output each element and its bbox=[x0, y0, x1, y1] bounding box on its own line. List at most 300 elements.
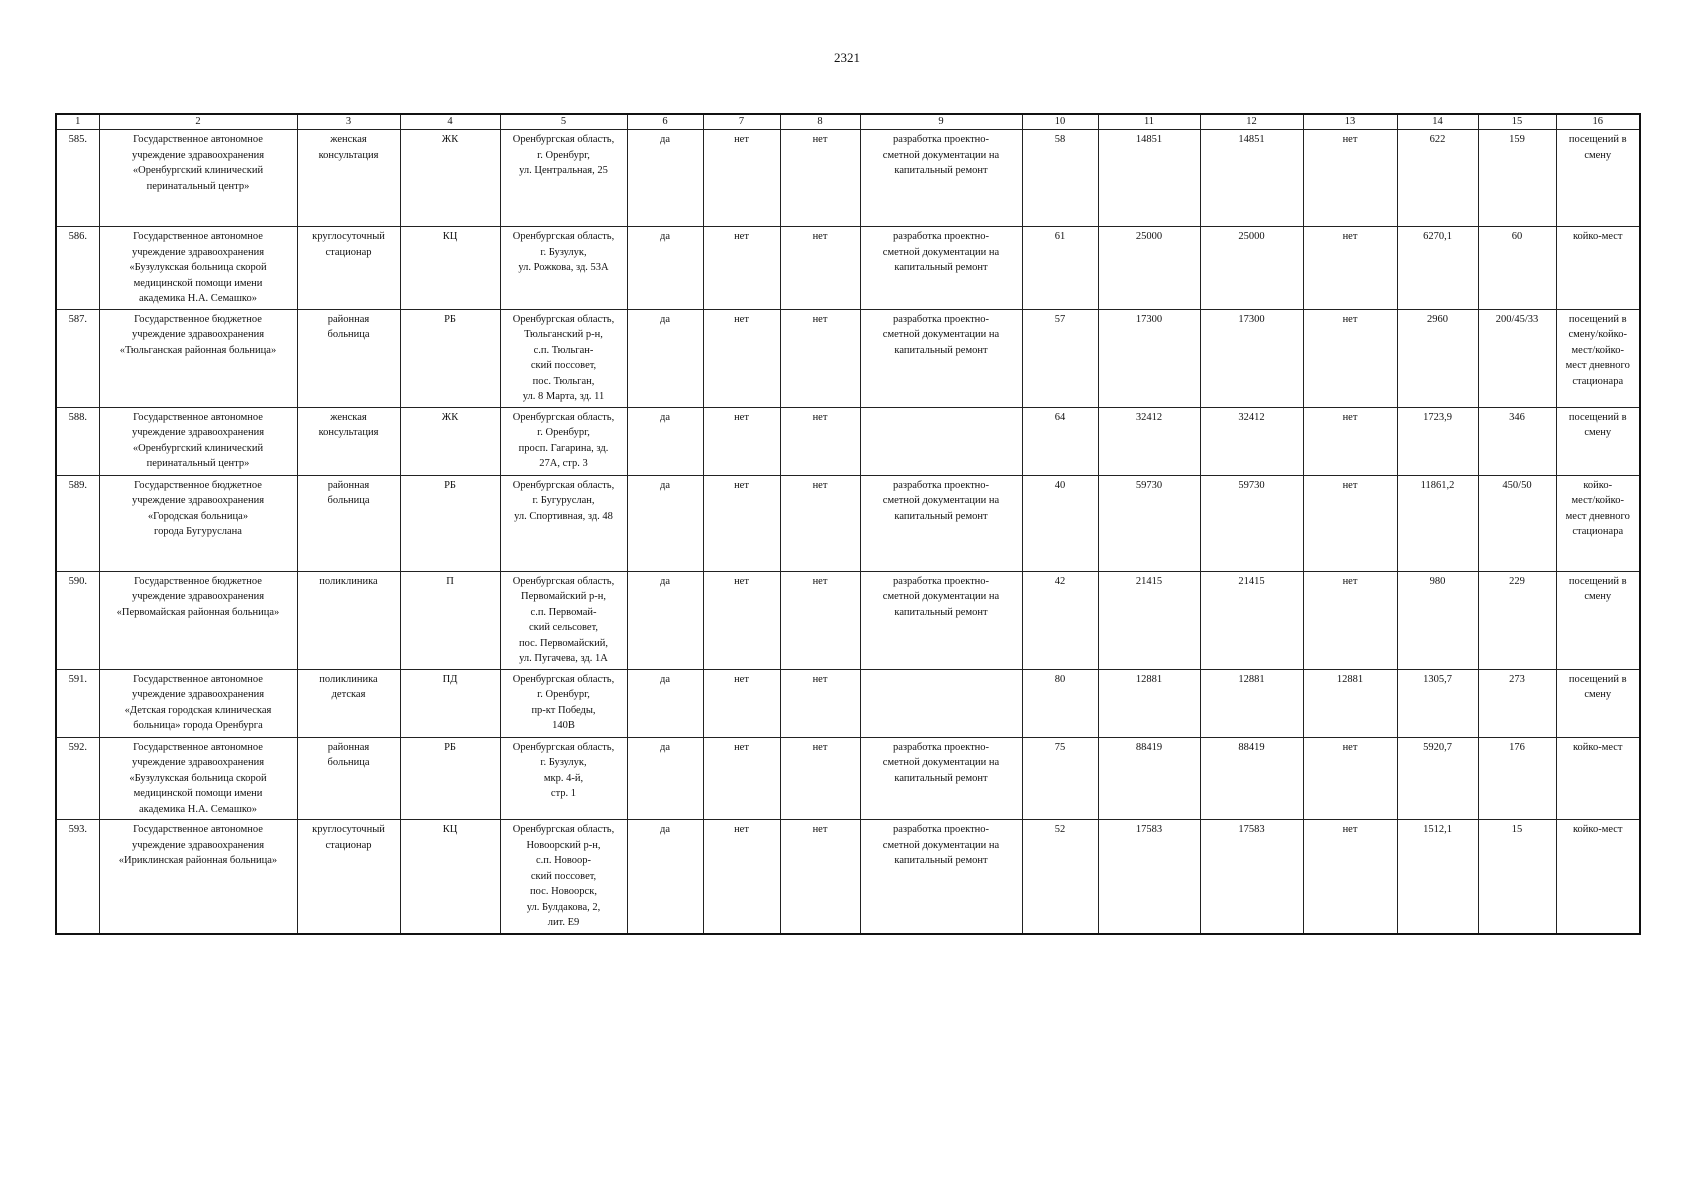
facility-address-line: Оренбургская область, bbox=[512, 411, 615, 423]
row-number: 585. bbox=[56, 130, 99, 227]
table-body bbox=[56, 114, 1640, 934]
row-number: 586. bbox=[56, 227, 99, 310]
col-12-value: 12881 bbox=[1200, 669, 1303, 737]
col-8-value: нет bbox=[780, 669, 860, 737]
institution-name bbox=[99, 669, 297, 737]
facility-type-line: круглосуточный bbox=[312, 231, 385, 242]
col-10-value: 61 bbox=[1022, 227, 1098, 310]
col-8-value: нет bbox=[780, 407, 860, 475]
col-13-value: нет bbox=[1303, 737, 1397, 820]
work-description-line: разработка проектно- bbox=[892, 231, 990, 242]
col-11-value: 12881 bbox=[1098, 669, 1200, 737]
facility-address-line: пос. Первомайский, bbox=[519, 637, 608, 649]
institution-name-line: «Бузулукская больница скорой bbox=[129, 262, 267, 273]
work-description bbox=[860, 130, 1022, 227]
column-number: 5 bbox=[500, 114, 627, 130]
capacity-unit-line: посещений в bbox=[1568, 673, 1627, 685]
col-11-value: 17300 bbox=[1098, 309, 1200, 407]
facility-type-line: больница bbox=[327, 495, 370, 506]
col-15-value: 60 bbox=[1478, 227, 1556, 310]
col-14-value: 1723,9 bbox=[1397, 407, 1478, 475]
facility-code: ЖК bbox=[400, 407, 500, 475]
col-13-value: нет bbox=[1303, 407, 1397, 475]
institution-name-line: «Городская больница» bbox=[147, 510, 249, 522]
institution-name-line: Государственное бюджетное bbox=[134, 575, 262, 587]
capacity-unit bbox=[1556, 309, 1640, 407]
facility-type bbox=[297, 475, 400, 571]
facility-type bbox=[297, 407, 400, 475]
col-13-value: нет bbox=[1303, 820, 1397, 934]
row-number: 589. bbox=[56, 475, 99, 571]
col-6-value: да bbox=[627, 227, 703, 310]
facility-address bbox=[500, 737, 627, 820]
facility-address-line: 27А, стр. 3 bbox=[539, 458, 588, 469]
institution-name-line: Государственное автономное bbox=[133, 673, 263, 685]
table-row bbox=[56, 669, 1640, 737]
column-number: 15 bbox=[1478, 114, 1556, 130]
institution-name-line: больница» города Оренбурга bbox=[133, 720, 263, 731]
institution-name-line: учреждение здравоохранения bbox=[131, 149, 265, 161]
work-description-line: разработка проектно- bbox=[892, 741, 990, 753]
capacity-unit-line: смену bbox=[1584, 427, 1612, 438]
facility-address-line: ул. 8 Марта, зд. 11 bbox=[522, 391, 605, 402]
facility-address-line: с.п. Первомай- bbox=[530, 606, 597, 618]
institution-name-line: медицинской помощи имени bbox=[133, 277, 263, 289]
facility-address-line: Оренбургская область, bbox=[512, 741, 615, 753]
facility-type bbox=[297, 130, 400, 227]
col-14-value: 622 bbox=[1397, 130, 1478, 227]
institution-name bbox=[99, 571, 297, 669]
col-15-value: 176 bbox=[1478, 737, 1556, 820]
col-10-value: 40 bbox=[1022, 475, 1098, 571]
work-description-line: капитальный ремонт bbox=[894, 510, 988, 522]
facility-address-line: г. Оренбург, bbox=[537, 689, 590, 700]
capacity-unit-line: стационара bbox=[1572, 526, 1624, 537]
capacity-unit-line: смену bbox=[1584, 591, 1612, 602]
institution-name-line: «Ириклинская районная больница» bbox=[118, 855, 278, 866]
work-description-line: капитальный ремонт bbox=[894, 772, 988, 784]
facility-code: РБ bbox=[400, 475, 500, 571]
institution-name-line: «Детская городская клиническая bbox=[124, 704, 272, 716]
capacity-unit-line: мест/койко- bbox=[1571, 495, 1624, 506]
column-number: 14 bbox=[1397, 114, 1478, 130]
institution-name-line: академика Н.А. Семашко» bbox=[139, 803, 257, 815]
work-description-line: капитальный ремонт bbox=[894, 344, 988, 356]
capacity-unit-line: койко-мест bbox=[1572, 824, 1623, 835]
work-description-line: сметной документации на bbox=[882, 246, 1000, 258]
institution-name-line: Государственное автономное bbox=[133, 134, 263, 145]
work-description-line: разработка проектно- bbox=[892, 824, 990, 835]
institution-name-line: перинатальный центр» bbox=[146, 180, 250, 192]
col-11-value: 25000 bbox=[1098, 227, 1200, 310]
capacity-unit-line: койко-мест bbox=[1572, 741, 1623, 753]
facility-address-line: Тюльганский р-н, bbox=[524, 329, 603, 340]
work-description-line: капитальный ремонт bbox=[894, 262, 988, 273]
work-description-line: сметной документации на bbox=[882, 149, 1000, 161]
facility-type-line: районная bbox=[327, 313, 370, 325]
table-row bbox=[56, 130, 1640, 227]
facility-address bbox=[500, 309, 627, 407]
institution-name-line: учреждение здравоохранения bbox=[131, 246, 265, 258]
institution-name-line: учреждение здравоохранения bbox=[131, 839, 265, 851]
col-14-value: 11861,2 bbox=[1397, 475, 1478, 571]
facility-address-line: с.п. Новоор- bbox=[535, 855, 592, 866]
facility-type-line: больница bbox=[327, 329, 370, 340]
column-number: 13 bbox=[1303, 114, 1397, 130]
facility-type-line: детская bbox=[331, 689, 366, 700]
col-11-value: 59730 bbox=[1098, 475, 1200, 571]
work-description-line: разработка проектно- bbox=[892, 134, 990, 145]
capacity-unit bbox=[1556, 737, 1640, 820]
institution-name-line: «Бузулукская больница скорой bbox=[129, 772, 267, 784]
col-8-value: нет bbox=[780, 309, 860, 407]
table-row bbox=[56, 737, 1640, 820]
facility-address-line: ул. Пугачева, зд. 1А bbox=[519, 653, 608, 664]
table-row bbox=[56, 820, 1640, 934]
col-13-value: нет bbox=[1303, 475, 1397, 571]
facility-address-line: пос. Тюльган, bbox=[532, 375, 595, 387]
institution-name-line: «Оренбургский клинический bbox=[132, 165, 264, 176]
institution-name-line: учреждение здравоохранения bbox=[131, 427, 265, 438]
work-description bbox=[860, 820, 1022, 934]
col-7-value: нет bbox=[703, 737, 780, 820]
facility-code: ЖК bbox=[400, 130, 500, 227]
row-number: 590. bbox=[56, 571, 99, 669]
facility-type bbox=[297, 737, 400, 820]
capacity-unit-line: мест дневного bbox=[1565, 510, 1630, 522]
facility-address-line: Оренбургская область, bbox=[512, 479, 615, 491]
facilities-table bbox=[55, 113, 1641, 935]
work-description-line: разработка проектно- bbox=[892, 313, 990, 325]
facility-type bbox=[297, 227, 400, 310]
facility-type-line: больница bbox=[327, 757, 370, 768]
facility-type-line: поликлиника bbox=[319, 575, 378, 587]
col-10-value: 58 bbox=[1022, 130, 1098, 227]
col-7-value: нет bbox=[703, 820, 780, 934]
institution-name-line: академика Н.А. Семашко» bbox=[139, 293, 257, 304]
institution-name-line: Государственное автономное bbox=[133, 741, 263, 753]
table-row bbox=[56, 475, 1640, 571]
work-description-line: сметной документации на bbox=[882, 591, 1000, 602]
facility-type bbox=[297, 571, 400, 669]
facility-address bbox=[500, 669, 627, 737]
col-7-value: нет bbox=[703, 227, 780, 310]
institution-name-line: «Оренбургский клинический bbox=[132, 442, 264, 454]
col-7-value: нет bbox=[703, 475, 780, 571]
facility-address-line: ул. Булдакова, 2, bbox=[526, 901, 601, 913]
facility-address-line: Новоорский р-н, bbox=[526, 839, 601, 851]
col-14-value: 2960 bbox=[1397, 309, 1478, 407]
facility-address-line: г. Оренбург, bbox=[537, 149, 590, 161]
facility-address-line: г. Бузулук, bbox=[540, 757, 587, 768]
work-description bbox=[860, 407, 1022, 475]
col-13-value: 12881 bbox=[1303, 669, 1397, 737]
facility-type bbox=[297, 309, 400, 407]
institution-name-line: Государственное автономное bbox=[133, 824, 263, 835]
institution-name-line: Государственное бюджетное bbox=[134, 479, 262, 491]
facility-address-line: ский поссовет, bbox=[530, 870, 597, 882]
capacity-unit bbox=[1556, 407, 1640, 475]
institution-name bbox=[99, 227, 297, 310]
col-10-value: 42 bbox=[1022, 571, 1098, 669]
facility-type-line: круглосуточный bbox=[312, 824, 385, 835]
col-8-value: нет bbox=[780, 227, 860, 310]
col-15-value: 346 bbox=[1478, 407, 1556, 475]
col-14-value: 980 bbox=[1397, 571, 1478, 669]
col-6-value: да bbox=[627, 475, 703, 571]
institution-name-line: Государственное автономное bbox=[133, 231, 263, 242]
row-number: 592. bbox=[56, 737, 99, 820]
column-number: 11 bbox=[1098, 114, 1200, 130]
facility-address-line: пр-кт Победы, bbox=[531, 704, 596, 716]
col-15-value: 159 bbox=[1478, 130, 1556, 227]
col-13-value: нет bbox=[1303, 309, 1397, 407]
page-number: 2321 bbox=[834, 50, 860, 65]
table-row bbox=[56, 407, 1640, 475]
facility-address-line: ул. Рожкова, зд. 53А bbox=[518, 262, 609, 273]
work-description bbox=[860, 227, 1022, 310]
col-14-value: 6270,1 bbox=[1397, 227, 1478, 310]
facility-address-line: мкр. 4-й, bbox=[543, 772, 584, 784]
facility-address bbox=[500, 407, 627, 475]
facility-address-line: г. Бузулук, bbox=[540, 246, 587, 258]
col-15-value: 273 bbox=[1478, 669, 1556, 737]
facility-address-line: пос. Новоорск, bbox=[530, 886, 597, 897]
col-8-value: нет bbox=[780, 130, 860, 227]
col-7-value: нет bbox=[703, 669, 780, 737]
work-description-line: сметной документации на bbox=[882, 757, 1000, 768]
column-number: 7 bbox=[703, 114, 780, 130]
col-8-value: нет bbox=[780, 571, 860, 669]
column-number: 4 bbox=[400, 114, 500, 130]
col-8-value: нет bbox=[780, 475, 860, 571]
facility-address-line: ул. Центральная, 25 bbox=[519, 165, 608, 176]
facility-address-line: стр. 1 bbox=[550, 788, 577, 799]
col-7-value: нет bbox=[703, 407, 780, 475]
col-15-value: 200/45/33 bbox=[1478, 309, 1556, 407]
institution-name bbox=[99, 475, 297, 571]
col-10-value: 52 bbox=[1022, 820, 1098, 934]
facility-code: РБ bbox=[400, 737, 500, 820]
work-description-line: сметной документации на bbox=[882, 495, 1000, 506]
work-description bbox=[860, 571, 1022, 669]
work-description bbox=[860, 309, 1022, 407]
column-number-row bbox=[56, 114, 1640, 130]
col-15-value: 450/50 bbox=[1478, 475, 1556, 571]
work-description-line: сметной документации на bbox=[882, 329, 1000, 340]
facility-code: РБ bbox=[400, 309, 500, 407]
capacity-unit-line: койко-мест bbox=[1572, 231, 1623, 242]
facility-address-line: 140В bbox=[552, 720, 575, 731]
work-description-line: капитальный ремонт bbox=[894, 855, 988, 866]
facility-type-line: консультация bbox=[318, 427, 379, 438]
institution-name-line: города Бугуруслана bbox=[154, 526, 242, 537]
facility-address-line: Оренбургская область, bbox=[512, 313, 615, 325]
col-14-value: 1512,1 bbox=[1397, 820, 1478, 934]
capacity-unit-line: койко- bbox=[1583, 479, 1613, 491]
facility-address bbox=[500, 820, 627, 934]
col-6-value: да bbox=[627, 737, 703, 820]
capacity-unit-line: посещений в bbox=[1568, 411, 1627, 423]
col-10-value: 75 bbox=[1022, 737, 1098, 820]
facility-address bbox=[500, 571, 627, 669]
work-description bbox=[860, 669, 1022, 737]
institution-name-line: «Тюльганская районная больница» bbox=[119, 344, 277, 356]
col-15-value: 229 bbox=[1478, 571, 1556, 669]
work-description-line: капитальный ремонт bbox=[894, 606, 988, 618]
capacity-unit bbox=[1556, 571, 1640, 669]
facility-address-line: Оренбургская область, bbox=[512, 231, 615, 242]
facility-address bbox=[500, 130, 627, 227]
col-12-value: 25000 bbox=[1200, 227, 1303, 310]
col-8-value: нет bbox=[780, 737, 860, 820]
col-10-value: 80 bbox=[1022, 669, 1098, 737]
col-7-value: нет bbox=[703, 130, 780, 227]
column-number: 6 bbox=[627, 114, 703, 130]
col-7-value: нет bbox=[703, 571, 780, 669]
facility-address-line: ский сельсовет, bbox=[529, 622, 598, 633]
facility-type-line: районная bbox=[327, 741, 370, 753]
facility-address bbox=[500, 475, 627, 571]
capacity-unit bbox=[1556, 669, 1640, 737]
column-number: 8 bbox=[780, 114, 860, 130]
capacity-unit-line: мест/койко- bbox=[1571, 344, 1624, 356]
table-row bbox=[56, 309, 1640, 407]
facility-address-line: просп. Гагарина, зд. bbox=[518, 442, 609, 454]
capacity-unit-line: посещений в bbox=[1568, 134, 1627, 145]
institution-name-line: учреждение здравоохранения bbox=[131, 591, 265, 602]
col-12-value: 59730 bbox=[1200, 475, 1303, 571]
facility-type-line: женская bbox=[330, 134, 367, 145]
facility-type-line: консультация bbox=[318, 149, 379, 161]
facility-code: П bbox=[400, 571, 500, 669]
facility-type bbox=[297, 820, 400, 934]
work-description bbox=[860, 475, 1022, 571]
capacity-unit-line: стационара bbox=[1572, 375, 1624, 387]
col-7-value: нет bbox=[703, 309, 780, 407]
table-row bbox=[56, 227, 1640, 310]
row-number: 591. bbox=[56, 669, 99, 737]
table-row bbox=[56, 571, 1640, 669]
col-13-value: нет bbox=[1303, 227, 1397, 310]
capacity-unit-line: смену bbox=[1584, 689, 1612, 700]
facility-type-line: стационар bbox=[325, 839, 372, 851]
facility-code: КЦ bbox=[400, 227, 500, 310]
row-number: 593. bbox=[56, 820, 99, 934]
col-6-value: да bbox=[627, 130, 703, 227]
facility-address-line: лит. Е9 bbox=[547, 917, 580, 928]
col-12-value: 32412 bbox=[1200, 407, 1303, 475]
capacity-unit bbox=[1556, 475, 1640, 571]
col-12-value: 17300 bbox=[1200, 309, 1303, 407]
col-6-value: да bbox=[627, 820, 703, 934]
institution-name-line: перинатальный центр» bbox=[146, 458, 250, 469]
institution-name bbox=[99, 737, 297, 820]
col-12-value: 17583 bbox=[1200, 820, 1303, 934]
capacity-unit bbox=[1556, 820, 1640, 934]
column-number: 10 bbox=[1022, 114, 1098, 130]
institution-name-line: учреждение здравоохранения bbox=[131, 757, 265, 768]
col-8-value: нет bbox=[780, 820, 860, 934]
capacity-unit-line: мест дневного bbox=[1565, 360, 1630, 371]
capacity-unit-line: смену/койко- bbox=[1568, 329, 1627, 340]
col-14-value: 1305,7 bbox=[1397, 669, 1478, 737]
col-13-value: нет bbox=[1303, 571, 1397, 669]
capacity-unit bbox=[1556, 130, 1640, 227]
institution-name bbox=[99, 309, 297, 407]
row-number: 588. bbox=[56, 407, 99, 475]
facility-address-line: Первомайский р-н, bbox=[521, 591, 606, 602]
work-description-line: разработка проектно- bbox=[892, 575, 990, 587]
col-11-value: 21415 bbox=[1098, 571, 1200, 669]
col-12-value: 21415 bbox=[1200, 571, 1303, 669]
facility-address-line: ул. Спортивная, зд. 48 bbox=[514, 510, 613, 522]
institution-name-line: учреждение здравоохранения bbox=[131, 495, 265, 506]
facility-code: ПД bbox=[400, 669, 500, 737]
facility-address-line: г. Оренбург, bbox=[537, 427, 590, 438]
institution-name bbox=[99, 407, 297, 475]
institution-name-line: учреждение здравоохранения bbox=[131, 689, 265, 700]
column-number: 3 bbox=[297, 114, 400, 130]
column-number: 1 bbox=[56, 114, 99, 130]
facility-address-line: Оренбургская область, bbox=[512, 134, 615, 145]
col-13-value: нет bbox=[1303, 130, 1397, 227]
col-12-value: 88419 bbox=[1200, 737, 1303, 820]
facility-address-line: Оренбургская область, bbox=[512, 673, 615, 685]
facility-type-line: женская bbox=[330, 411, 367, 423]
col-15-value: 15 bbox=[1478, 820, 1556, 934]
col-11-value: 32412 bbox=[1098, 407, 1200, 475]
column-number: 9 bbox=[860, 114, 1022, 130]
facility-type-line: поликлиника bbox=[319, 673, 378, 685]
facility-address-line: Оренбургская область, bbox=[512, 575, 615, 587]
col-10-value: 64 bbox=[1022, 407, 1098, 475]
work-description-line: разработка проектно- bbox=[892, 479, 990, 491]
work-description bbox=[860, 737, 1022, 820]
facility-address-line: Оренбургская область, bbox=[512, 824, 615, 835]
facility-address-line: с.п. Тюльган- bbox=[533, 344, 594, 356]
col-12-value: 14851 bbox=[1200, 130, 1303, 227]
capacity-unit-line: смену bbox=[1584, 149, 1612, 161]
col-10-value: 57 bbox=[1022, 309, 1098, 407]
col-6-value: да bbox=[627, 309, 703, 407]
capacity-unit-line: посещений в bbox=[1568, 575, 1627, 587]
col-6-value: да bbox=[627, 669, 703, 737]
institution-name-line: медицинской помощи имени bbox=[133, 788, 263, 799]
column-number: 12 bbox=[1200, 114, 1303, 130]
col-11-value: 88419 bbox=[1098, 737, 1200, 820]
institution-name-line: «Первомайская районная больница» bbox=[116, 606, 280, 618]
column-number: 16 bbox=[1556, 114, 1640, 130]
work-description-line: сметной документации на bbox=[882, 839, 1000, 851]
facility-address-line: ский поссовет, bbox=[530, 360, 597, 371]
col-11-value: 14851 bbox=[1098, 130, 1200, 227]
facility-type-line: районная bbox=[327, 479, 370, 491]
column-number: 2 bbox=[99, 114, 297, 130]
work-description-line: капитальный ремонт bbox=[894, 165, 988, 176]
capacity-unit bbox=[1556, 227, 1640, 310]
institution-name bbox=[99, 130, 297, 227]
row-number: 587. bbox=[56, 309, 99, 407]
facility-type-line: стационар bbox=[325, 246, 372, 258]
col-6-value: да bbox=[627, 571, 703, 669]
facility-type bbox=[297, 669, 400, 737]
col-11-value: 17583 bbox=[1098, 820, 1200, 934]
capacity-unit-line: посещений в bbox=[1568, 313, 1627, 325]
col-6-value: да bbox=[627, 407, 703, 475]
facility-address bbox=[500, 227, 627, 310]
facility-address-line: г. Бугуруслан, bbox=[532, 495, 595, 506]
